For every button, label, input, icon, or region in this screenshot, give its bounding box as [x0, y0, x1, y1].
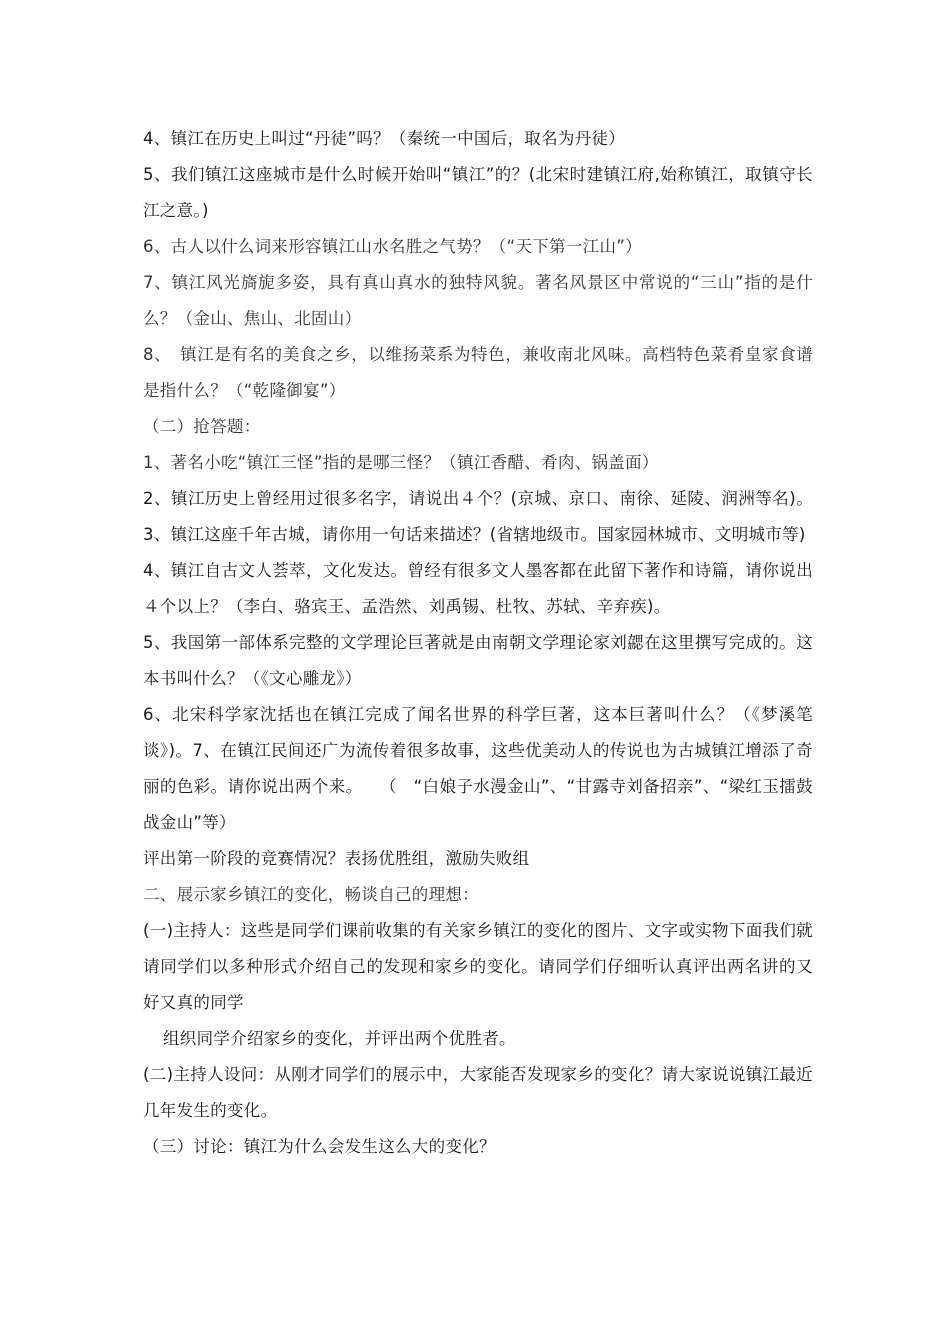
organize-introduction: 组织同学介绍家乡的变化，并评出两个优胜者。 — [163, 1029, 516, 1048]
quick-question-6-7: 6、北宋科学家沈括也在镇江完成了闻名世界的科学巨著，这本巨著叫什么？（《梦溪笔谈》)。7、在镇江民间还广为流传着很多故事，这些优美动人的传说也为古城镇江增添了奇丽的色彩。请你说出两个来。 （ “白娘子水漫金山”、“甘露寺刘备招亲”、“梁红玉擂鼓战金山”等） — [143, 705, 813, 832]
quick-question-1: 1、著名小吃“镇江三怪”指的是哪三怪？（镇江香醋、肴肉、锅盖面） — [143, 453, 659, 472]
document-body — [143, 121, 813, 1165]
question-6: 6、古人以什么词来形容镇江山水名胜之气势？（“天下第一江山”） — [143, 237, 642, 256]
host-question: (二)主持人设问：从刚才同学们的展示中，大家能否发现家乡的变化？请大家说说镇江最近几年发生的变化。 — [143, 1065, 813, 1120]
quick-question-5: 5、我国第一部体系完整的文学理论巨著就是由南朝文学理论家刘勰在这里撰写完成的。这本书叫什么？（《文心雕龙》） — [143, 633, 813, 688]
section-two-heading: 二、展示家乡镇江的变化，畅谈自己的理想： — [143, 885, 479, 904]
section-quick-answer-heading: （二）抢答题： — [143, 417, 261, 436]
host-intro: (一)主持人：这些是同学们课前收集的有关家乡镇江的变化的图片、文字或实物下面我们就请同学们以多种形式介绍自己的发现和家乡的变化。请同学们仔细听认真评出两名讲的又好又真的同学 — [143, 921, 813, 1012]
question-4: 4、镇江在历史上叫过“丹徒”吗？（秦统一中国后，取名为丹徒） — [143, 129, 626, 148]
quick-question-2-3: 2、镇江历史上曾经用过很多名字，请说出４个？(京城、京口、南徐、延陵、润洲等名)。3、镇江这座千年古城，请你用一句话来描述？(省辖地级市。国家园林城市、文明城市等) — [143, 489, 813, 544]
quick-question-4: 4、镇江自古文人荟萃，文化发达。曾经有很多文人墨客都在此留下著作和诗篇，请你说出４个以上？（李白、骆宾王、孟浩然、刘禹锡、杜牧、苏轼、辛弃疾)。 — [143, 561, 813, 616]
question-8: 8、 镇江是有名的美食之乡，以维扬菜系为特色，兼收南北风味。高档特色菜肴皇家食谱是指什么？（“乾隆御宴”） — [143, 345, 813, 400]
discussion: （三）讨论：镇江为什么会发生这么大的变化？ — [143, 1137, 496, 1156]
question-7: 7、镇江风光旖旎多姿，具有真山真水的独特风貌。著名风景区中常说的“三山”指的是什么？（金山、焦山、北固山） — [143, 273, 813, 328]
stage-evaluation: 评出第一阶段的竞赛情况？表扬优胜组，激励失败组 — [143, 849, 530, 868]
question-5: 5、我们镇江这座城市是什么时候开始叫“镇江”的？(北宋时建镇江府,始称镇江，取镇守长江之意。) — [143, 165, 813, 220]
